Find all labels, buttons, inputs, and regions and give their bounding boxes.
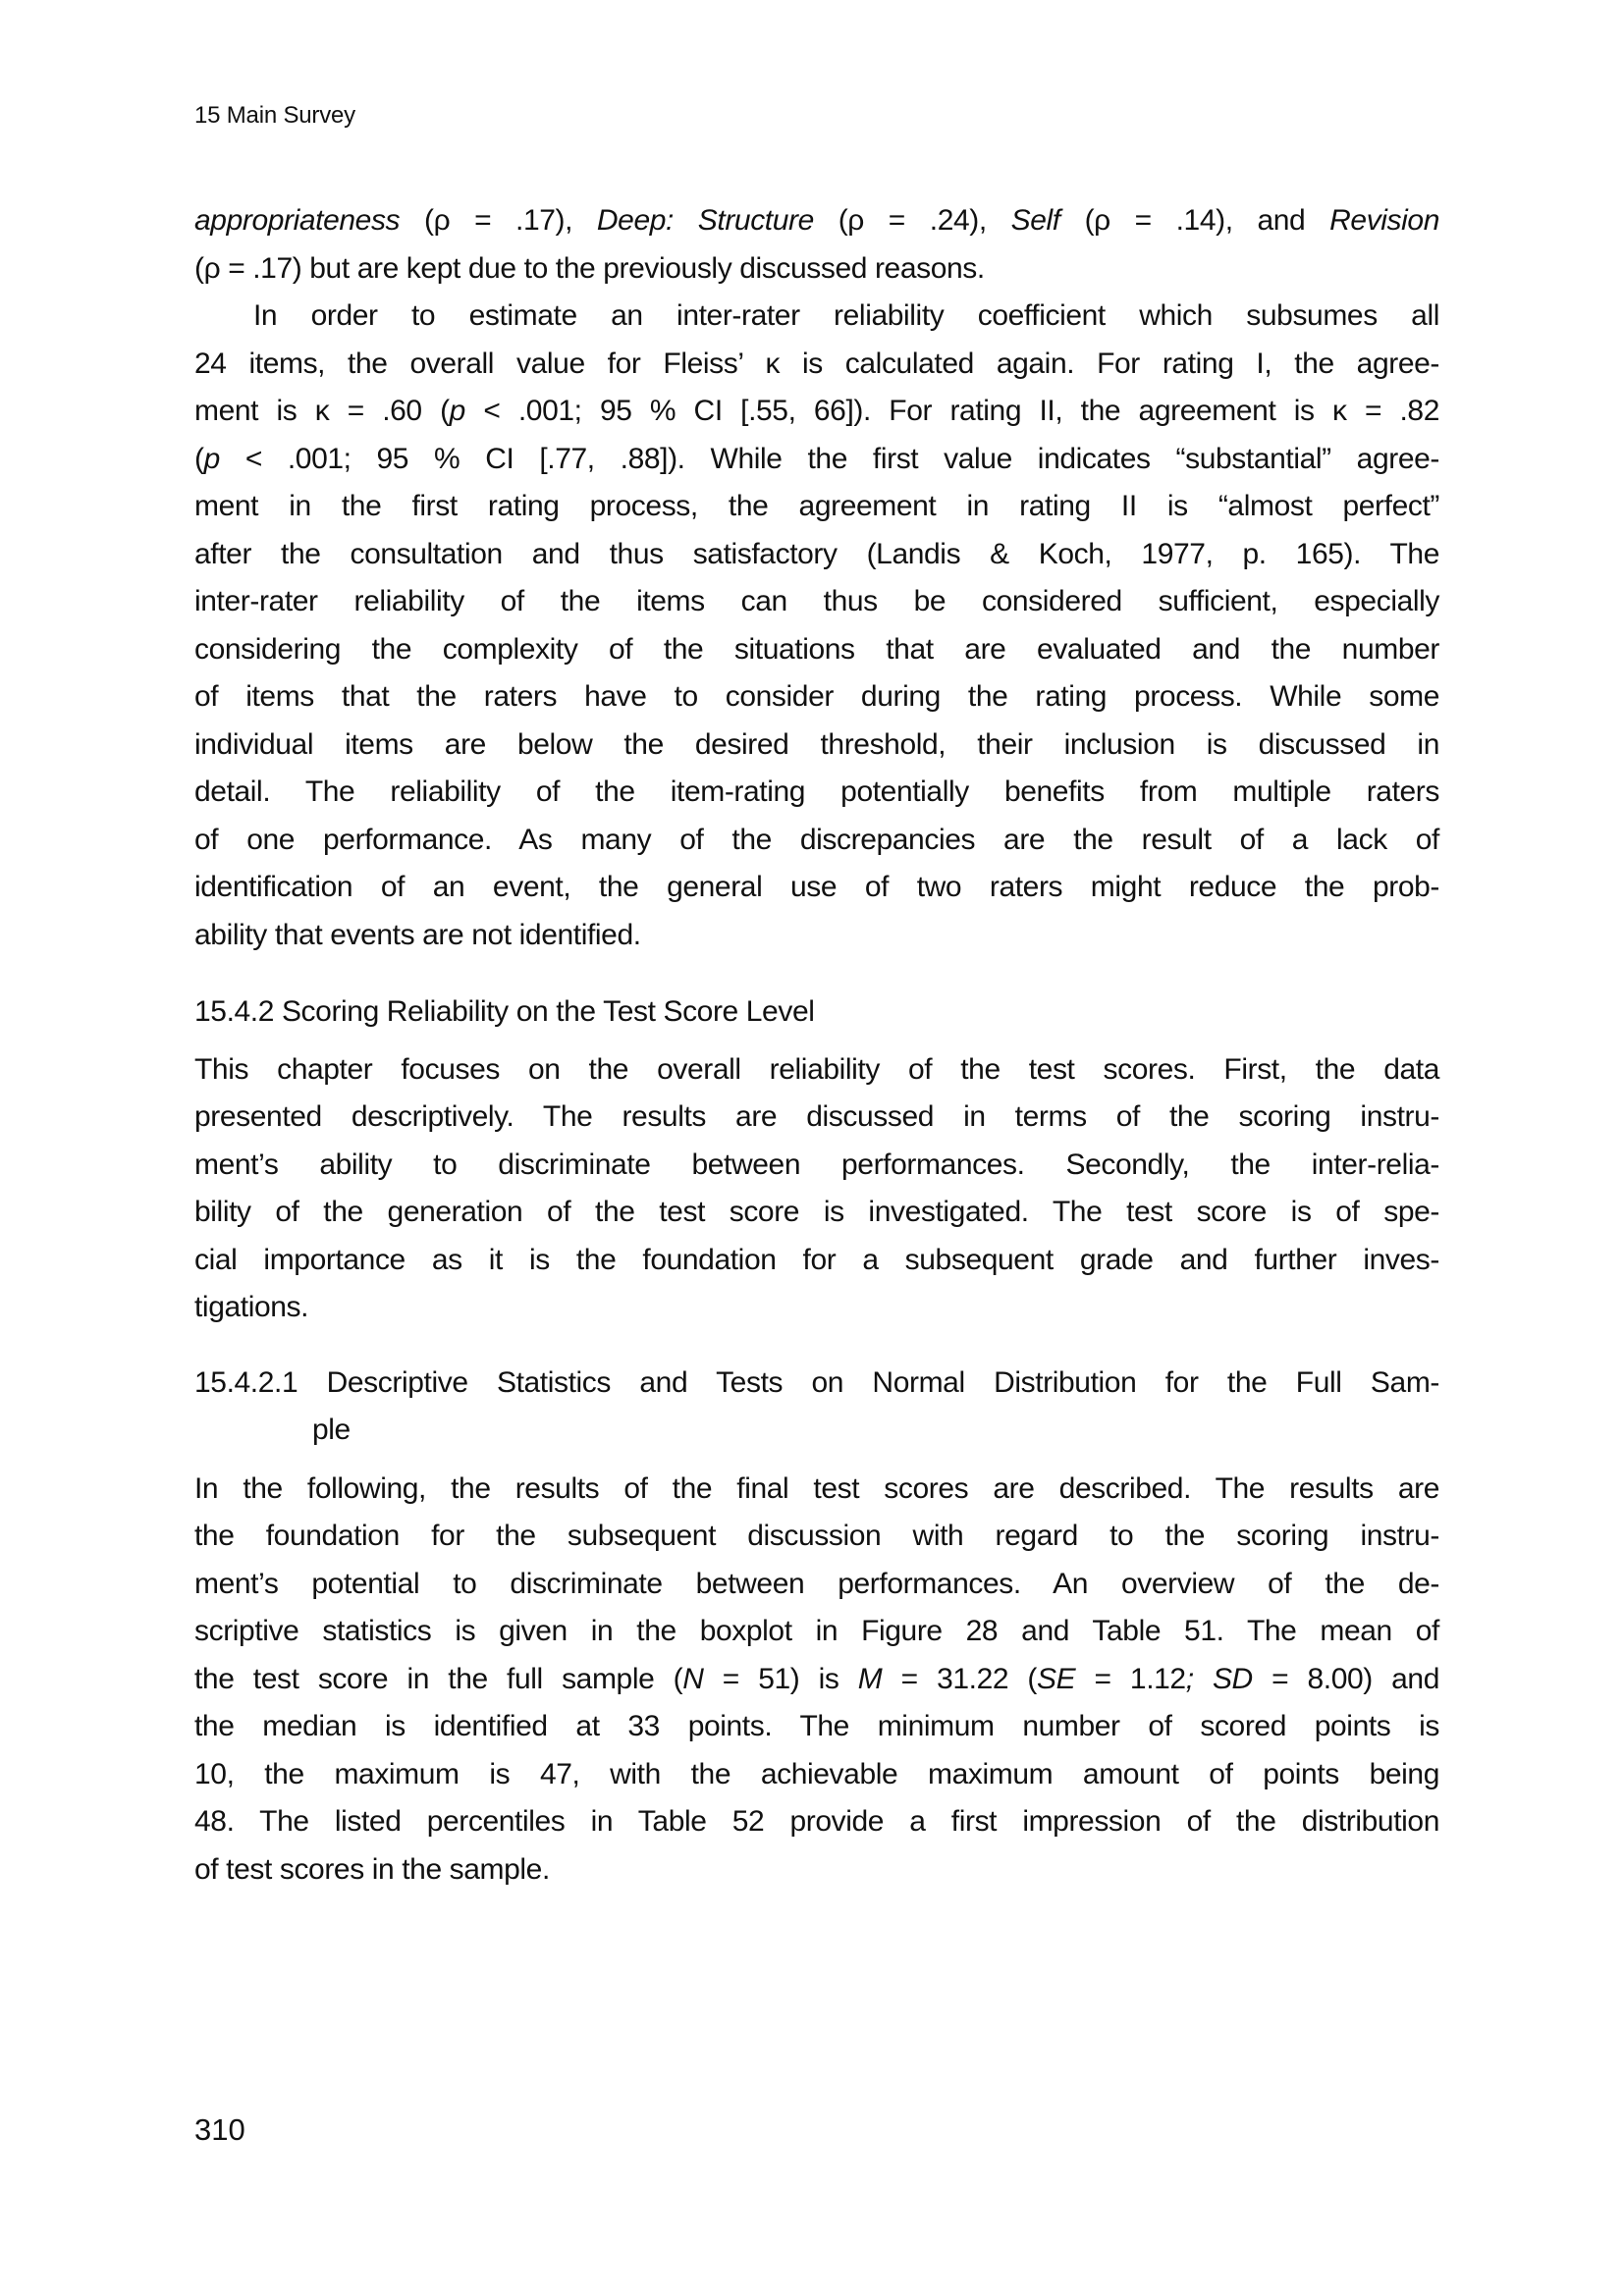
italic-text: SE [1037,1662,1076,1695]
text-line [194,531,1439,579]
text-line [194,1846,1439,1895]
text-line [194,1284,1439,1332]
text-run: ment’s potential to discriminate between performances. An overview of the de- [194,1567,1439,1600]
text-line [194,864,1439,912]
text-run: of test scores in the sample. [194,1852,550,1886]
text-run: (ρ = .17), [400,204,597,237]
text-run: = 1.12 [1075,1662,1186,1695]
text-run: ment’s ability to discriminate between performances. Secondly, the inter-relia- [194,1148,1439,1181]
section-mid [194,1046,1439,1332]
text-run: < .001; 95 % CI [.55, 66]). For rating II, the agreement is κ = .82 [464,395,1439,427]
section-before [194,197,1439,959]
heading-text: Descriptive Statistics and Tests on Normal Distribution for the Full Sam- [326,1365,1440,1399]
text-run: 48. The listed percentiles in Table 52 provide a first impression of the distribution [194,1805,1439,1838]
text-line [194,1513,1439,1561]
text-line [194,197,1439,245]
italic-text: N [682,1662,704,1695]
paragraph [194,1466,1439,1895]
text-line [194,1703,1439,1751]
italic-text: SD [1212,1662,1253,1695]
text-run: ment is κ = .60 ( [194,395,450,427]
text-line [194,1608,1439,1656]
text-line [194,245,1439,294]
page-number: 310 [194,2112,245,2147]
text-run: ment in the first rating process, the agreement in rating II is “almost perfect” [194,490,1439,522]
italic-text: Revision [1329,204,1439,237]
text-line [194,769,1439,817]
text-line [194,1561,1439,1609]
text-run: scriptive statistics is given in the boxplot in Figure 28 and Table 51. The mean of [194,1615,1439,1647]
text-run: the foundation for the subsequent discussion with regard to the scoring instru- [194,1520,1439,1552]
text-line [194,388,1439,436]
text-line [194,1656,1439,1704]
text-run: 10, the maximum is 47, with the achievable maximum amount of points being [194,1757,1439,1790]
text-line [194,1237,1439,1285]
text-run: considering the complexity of the situations that are evaluated and the number [194,632,1439,666]
text-line [194,341,1439,389]
text-run: This chapter focuses on the overall reliability of the test scores. First, the data [194,1052,1439,1086]
text-run [1194,1663,1213,1695]
italic-text: Self [1010,204,1060,237]
text-run: presented descriptively. The results are discussed in terms of the scoring instru- [194,1100,1439,1133]
text-run: (ρ = .14), and [1059,204,1330,237]
text-run: (ρ = .17) but are kept due to the previously discussed reasons. [194,251,985,285]
paragraph [194,293,1439,959]
paragraph [194,1046,1439,1332]
paragraph [194,197,1439,293]
section-heading-15-4-2-1 [194,1360,1439,1455]
text-run: = 31.22 ( [882,1662,1038,1695]
text-run: ( [194,442,204,475]
text-run: 24 items, the overall value for Fleiss’ κ is calculated again. For rating I, the agree- [194,347,1439,380]
text-line [194,578,1439,626]
italic-text: p [449,395,465,427]
section-heading-15-4-2: 15.4.2 Scoring Reliability on the Test Score Level [194,995,815,1028]
text-line [194,1798,1439,1846]
italic-text: Deep: Structure [596,204,814,237]
text-line [194,912,1439,960]
heading-row-2: ple [312,1414,351,1446]
text-line [194,817,1439,865]
text-run: inter-rater reliability of the items can thus be considered sufficient, especially [194,585,1439,617]
text-line [194,293,1439,341]
text-run: of one performance. As many of the discrepancies are the result of a lack of [194,823,1439,856]
text-line [194,721,1439,770]
italic-text: M [857,1662,883,1695]
italic-text: p [203,442,220,475]
section-after [194,1466,1439,1895]
text-line [194,626,1439,674]
italic-text: appropriateness [194,204,401,237]
text-run: after the consultation and thus satisfactory (Landis & Koch, 1977, p. 165). The [194,537,1439,570]
text-run: < .001; 95 % CI [.77, .88]). While the first value indicates “substantial” agree- [219,442,1439,475]
text-run: = 51) is [703,1662,858,1695]
text-line [194,673,1439,721]
heading-row-1 [194,1360,1439,1408]
page-body [194,197,1439,1894]
text-run: detail. The reliability of the item-rating potentially benefits from multiple raters [194,775,1439,808]
text-line [194,1466,1439,1514]
heading-number: 15.4.2.1 [194,1365,298,1399]
text-run: identification of an event, the general use of two raters might reduce the prob- [194,871,1439,903]
text-run: = 8.00) and [1252,1662,1439,1695]
text-run: individual items are below the desired threshold, their inclusion is discussed in [194,727,1439,761]
text-run: tigations. [194,1291,309,1323]
text-run: the test score in the full sample ( [194,1662,683,1695]
italic-text: ; [1185,1662,1194,1695]
text-line [194,1142,1439,1190]
text-line [194,483,1439,531]
text-line [194,1046,1439,1095]
text-line [194,1189,1439,1237]
text-run: of items that the raters have to consider during the rating process. While some [194,680,1439,713]
text-run: (ρ = .24), [813,204,1011,237]
text-run: cial importance as it is the foundation for a subsequent grade and further inves- [194,1243,1439,1276]
text-run: the median is identified at 33 points. The minimum number of scored points is [194,1710,1439,1742]
text-run: In the following, the results of the final test scores are described. The results are [194,1471,1439,1505]
text-line [194,1751,1439,1799]
text-run: bility of the generation of the test score is investigated. The test score is of spe- [194,1196,1439,1228]
text-run: ability that events are not identified. [194,918,641,951]
running-head: 15 Main Survey [194,102,355,129]
text-line [194,436,1439,484]
text-run: In order to estimate an inter-rater reliability coefficient which subsumes all [253,299,1439,332]
text-line [194,1094,1439,1142]
